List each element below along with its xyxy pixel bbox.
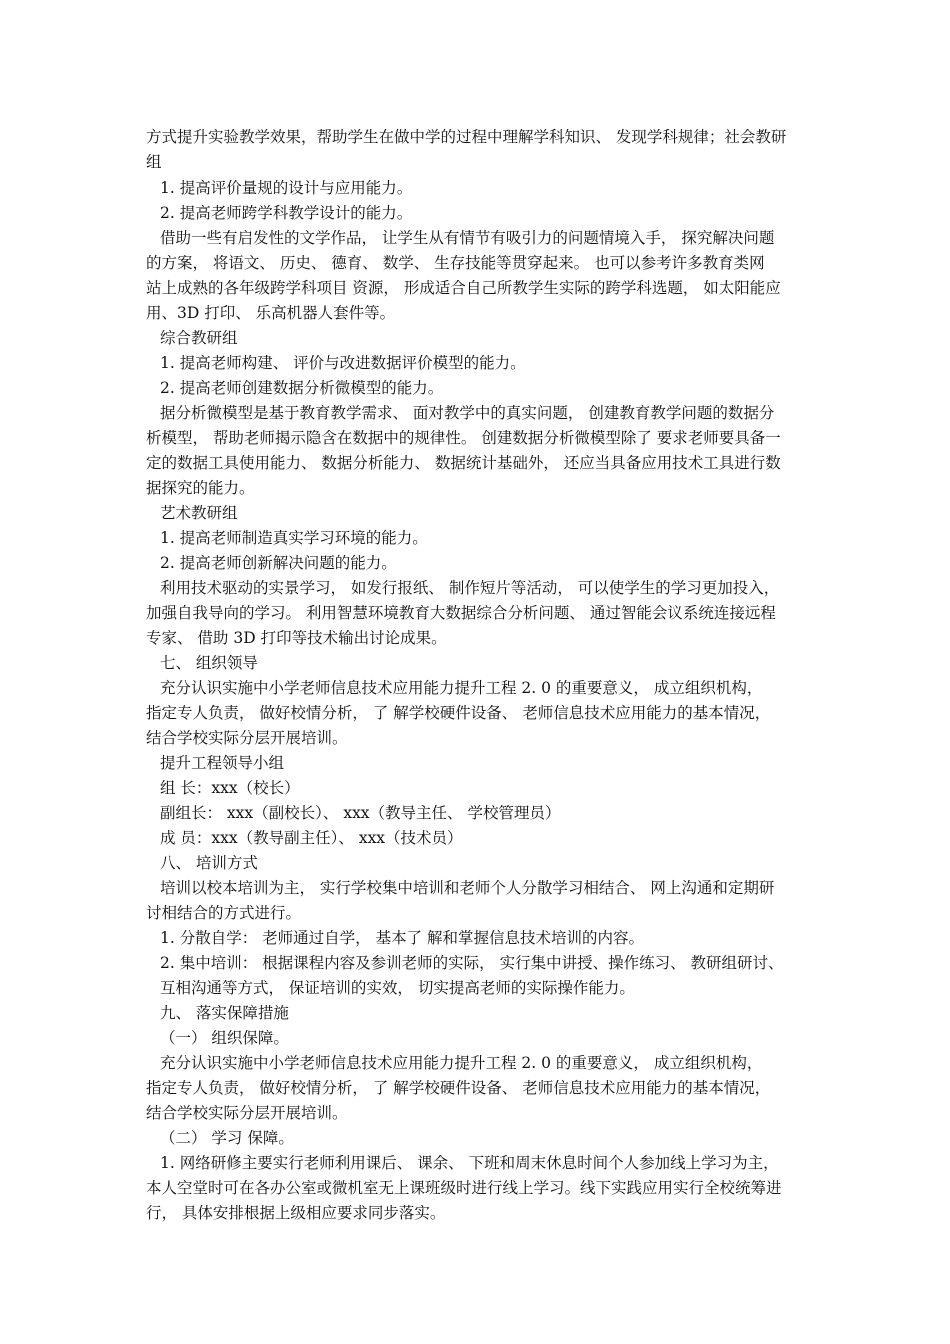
text-line: 析模型， 帮助老师揭示隐含在数据中的规律性。 创建数据分析微模型除了 要求老师要具备一: [146, 429, 781, 447]
text-line: 站上成熟的各年级跨学科项目 资源， 形成适合自己所教学生实际的跨学科选题， 如太阳能应: [146, 279, 781, 297]
text-line: 利用技术驱动的实景学习， 如发行报纸、 制作短片等活动， 可以使学生的学习更加投入，: [160, 579, 780, 597]
section-heading: （二） 学习 保障。: [160, 1129, 294, 1147]
list-item: 2. 提高老师跨学科教学设计的能力。: [160, 204, 413, 222]
list-item: 1. 分散自学： 老师通过自学， 基本了 解和掌握信息技术培训的内容。: [160, 929, 644, 947]
text-line: 的方案， 将语文、 历史、 德育、 数学、 生存技能等贯穿起来。 也可以参考许多教育类网: [146, 254, 765, 272]
section-heading: 提升工程领导小组: [160, 754, 285, 772]
text-line: 借助一些有启发性的文学作品， 让学生从有情节有吸引力的问题情境入手， 探究解决问题: [160, 229, 775, 247]
text-line: 指定专人负责， 做好校情分析， 了 解学校硬件设备、 老师信息技术应用能力的基本情况，: [146, 704, 771, 722]
list-item: 2. 集中培训： 根据课程内容及参训老师的实际， 实行集中讲授、操作练习、 教研组研讨、: [160, 954, 784, 972]
list-item: 1. 提高评价量规的设计与应用能力。: [160, 179, 413, 197]
text-line: 据分析微模型是基于教育教学需求、 面对教学中的真实问题， 创建教育教学问题的数据分: [160, 404, 775, 422]
text-line: 充分认识实施中小学老师信息技术应用能力提升工程 2. 0 的重要意义， 成立组织机构，: [160, 1054, 763, 1072]
text-line: 方式提升实验教学效果，帮助学生在做中学的过程中理解学科知识、 发现学科规律；社会教研: [146, 128, 787, 146]
text-line: 结合学校实际分层开展培训。: [146, 1104, 348, 1122]
list-item: 1. 网络研修主要实行老师利用课后、 课余、 下班和周末休息时间个人参加线上学习为主，: [160, 1154, 779, 1172]
text-line: 互相沟通等方式， 保证培训的实效， 切实提高老师的实际操作能力。: [160, 979, 635, 997]
text-line: 据探究的能力。: [146, 479, 255, 497]
section-heading: 七、 组织领导: [160, 654, 258, 672]
text-line: 培训以校本培训为主， 实行学校集中培训和老师个人分散学习相结合、 网上沟通和定期研: [160, 879, 775, 897]
list-item: 1. 提高老师构建、 评价与改进数据评价模型的能力。: [160, 354, 526, 372]
text-line: 本人空堂时可在各办公室或微机室无上课班级时进行线上学习。线下实践应用实行全校统筹进: [146, 1179, 782, 1197]
text-line: 副组长： xxx（副校长）、 xxx（教导主任、 学校管理员）: [160, 804, 561, 822]
text-line: 用、3D 打印、 乐高机器人套件等。: [146, 304, 396, 322]
text-line: 定的数据工具使用能力、 数据分析能力、 数据统计基础外， 还应当具备应用技术工具进行数: [146, 454, 781, 472]
list-item: 2. 提高老师创新解决问题的能力。: [160, 554, 397, 572]
text-line: 充分认识实施中小学老师信息技术应用能力提升工程 2. 0 的重要意义， 成立组织机构，: [160, 679, 763, 697]
text-line: 讨相结合的方式进行。: [146, 904, 302, 922]
section-heading: （一） 组织保障。: [160, 1029, 289, 1047]
text-line: 组 长：xxx（校长）: [160, 779, 300, 797]
text-line: 行， 具体安排根据上级相应要求同步落实。: [146, 1204, 446, 1222]
section-heading: 综合教研组: [160, 329, 238, 347]
text-line: 组: [146, 153, 162, 171]
list-item: 2. 提高老师创建数据分析微模型的能力。: [160, 379, 444, 397]
text-line: 专家、 借助 3D 打印等技术输出讨论成果。: [146, 629, 447, 647]
text-line: 成 员：xxx（教导副主任）、 xxx（技术员）: [160, 829, 463, 847]
text-line: 指定专人负责， 做好校情分析， 了 解学校硬件设备、 老师信息技术应用能力的基本情况，: [146, 1079, 771, 1097]
section-heading: 艺术教研组: [160, 504, 238, 522]
list-item: 1. 提高老师制造真实学习环境的能力。: [160, 529, 428, 547]
text-line: 加强自我导向的学习。 利用智慧环境教育大数据综合分析问题、 通过智能会议系统连接远程: [146, 604, 776, 622]
text-line: 结合学校实际分层开展培训。: [146, 729, 348, 747]
section-heading: 九、 落实保障措施: [160, 1004, 289, 1022]
section-heading: 八、 培训方式: [160, 854, 258, 872]
